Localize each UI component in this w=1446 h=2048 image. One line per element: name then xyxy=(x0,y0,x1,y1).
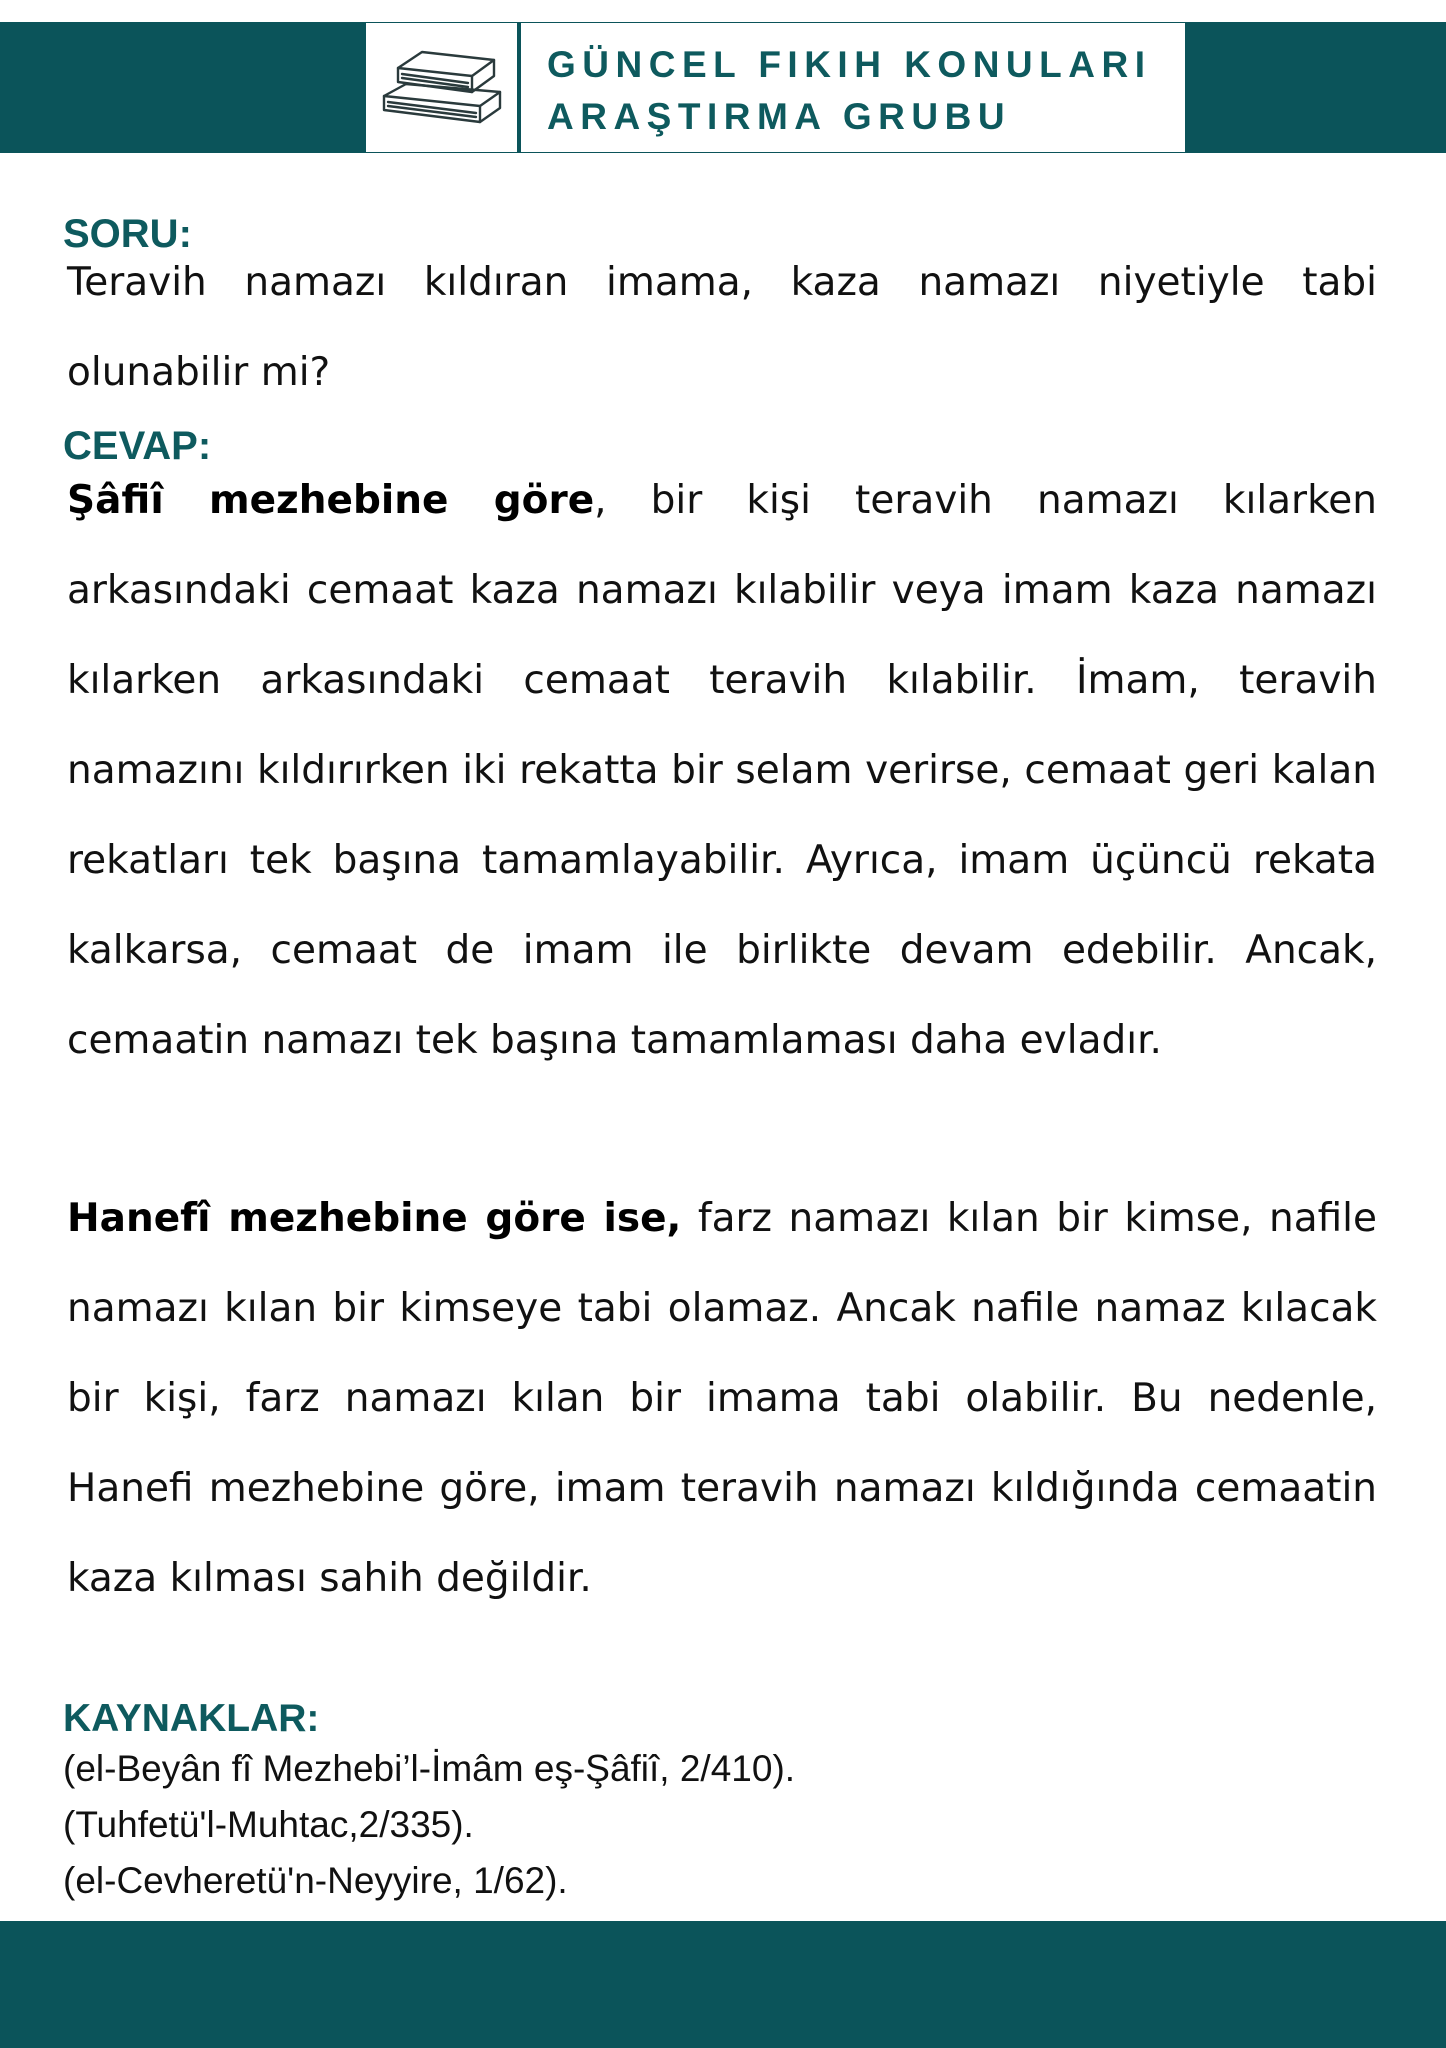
sources-heading: KAYNAKLAR: xyxy=(63,1697,320,1740)
answer-hanefi-lead: Hanefî mezhebine göre ise, xyxy=(67,1196,682,1241)
answer-shafii-lead: Şâfiî mezhebine göre xyxy=(67,478,595,523)
sources-list xyxy=(63,1741,795,1909)
answer-paragraph-hanefi xyxy=(67,1174,1377,1624)
source-item: (Tuhfetü'l-Muhtac,2/335). xyxy=(63,1804,474,1845)
header-title-line-2: ARAŞTIRMA GRUBU xyxy=(547,96,1012,137)
source-item: (el-Cevheretü'n-Neyyire, 1/62). xyxy=(63,1860,568,1901)
header-title-line-1: GÜNCEL FIKIH KONULARI xyxy=(547,44,1152,85)
books-icon xyxy=(376,40,508,136)
question-text: Teravih namazı kıldıran imama, kaza namazı niyetiyle tabi olunabilir mi? xyxy=(67,260,1377,395)
answer-shafii-body: , bir kişi teravih namazı kılarken arkasındaki cemaat kaza namazı kılabilir veya imam kaza namazı kılarken arkasındaki cemaat teravih kılabilir. İmam, teravih namazını kıldırırken iki rekatta bir selam verirse, cemaat geri kalan rekatları tek başına tamamlayabilir. Ayrıca, imam üçüncü rekata kalkarsa, cemaat de imam ile birlikte devam edebilir. Ancak, cemaatin namazı tek başına tamamlaması daha evladır. xyxy=(67,478,1377,1063)
answer-hanefi-body: farz namazı kılan bir kimse, nafile namazı kılan bir kimseye tabi olamaz. Ancak nafile namaz kılacak bir kişi, farz namazı kılan bir imama tabi olabilir. Bu nedenle, Hanefi mezhebine göre, imam teravih namazı kıldığında cemaatin kaza kılması sahih değildir. xyxy=(67,1196,1377,1601)
source-item: (el-Beyân fî Mezhebi’l-İmâm eş-Şâfiî, 2/410). xyxy=(63,1748,796,1789)
answer-heading: CEVAP: xyxy=(63,424,212,468)
footer-band xyxy=(0,1921,1446,2048)
logo xyxy=(365,22,518,153)
header-title xyxy=(520,22,1186,153)
answer-paragraph-shafii xyxy=(67,456,1377,1086)
question-heading: SORU: xyxy=(63,212,192,256)
